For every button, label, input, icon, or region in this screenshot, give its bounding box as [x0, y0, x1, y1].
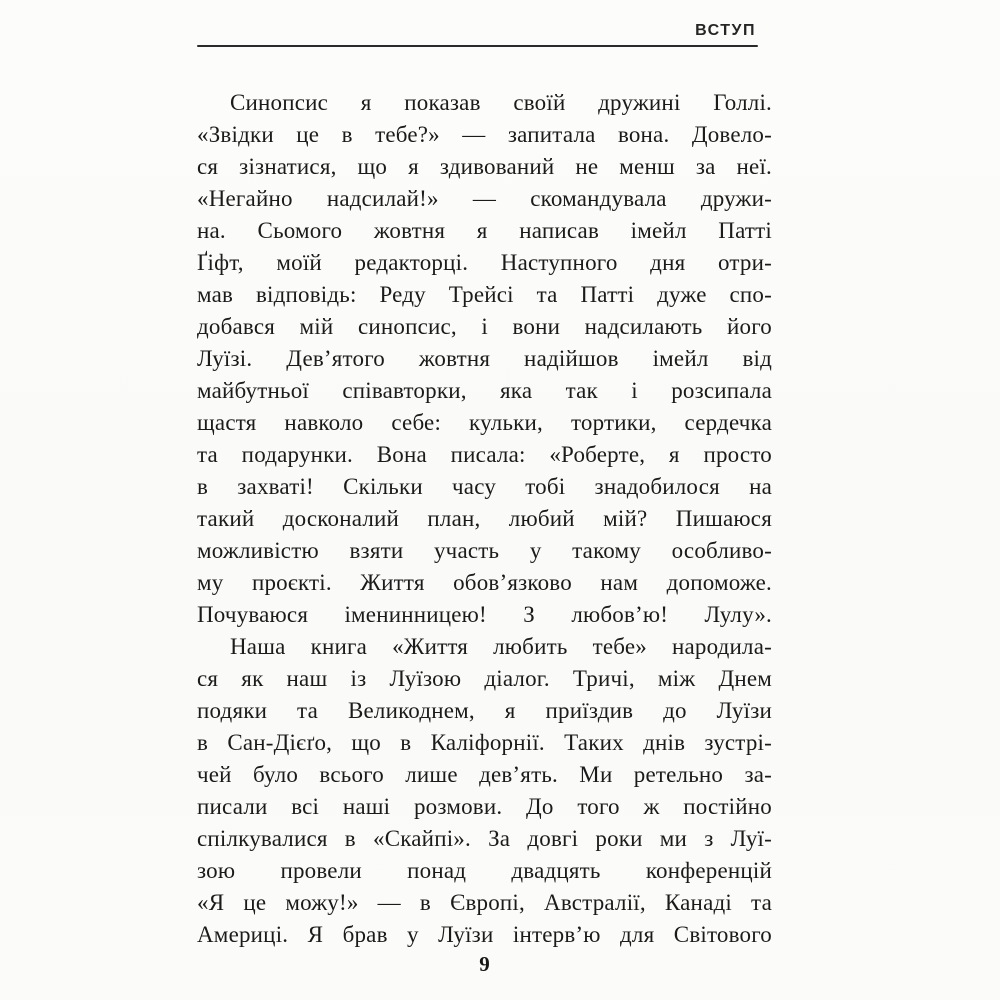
text-line: мав відповідь: Реду Трейсі та Патті дуже спо-: [197, 282, 772, 307]
text-line: Синопсис я показав своїй дружині Голлі.: [230, 90, 772, 115]
text-line: «Негайно надсилай!» — скомандувала дружи-: [197, 186, 772, 211]
page-footer: [197, 952, 772, 977]
page-header: [197, 22, 758, 47]
text-line: можливістю взяти участь у такому особливо-: [197, 538, 772, 563]
text-line: в Сан-Дієґо, що в Каліфорнії. Таких днів зустрі-: [197, 730, 772, 755]
text-line: в захваті! Скільки часу тобі знадобилося на: [197, 474, 772, 499]
text-line: ся як наш із Луїзою діалог. Тричі, між Днем: [197, 666, 772, 691]
text-line: Америці. Я брав у Луїзи інтерв’ю для Світового: [197, 922, 772, 947]
text-line: та подарунки. Вона писала: «Роберте, я просто: [197, 442, 772, 467]
body-text: [197, 87, 772, 951]
text-line: Почуваюся іменинницею! З любов’ю! Лулу».: [197, 602, 772, 627]
running-title: ВСТУП: [695, 22, 756, 39]
text-line: му проєкті. Життя обов’язково нам допоможе.: [197, 570, 772, 595]
text-line: «Звідки це в тебе?» — запитала вона. Довело-: [197, 122, 772, 147]
header-rule: [197, 45, 758, 47]
text-line: подяки та Великоднем, я приїздив до Луїзи: [197, 698, 772, 723]
text-line: спілкувалися в «Скайпі». За довгі роки ми з Луї-: [197, 826, 772, 851]
text-line: чей було всього лише дев’ять. Ми ретельно за-: [197, 762, 772, 787]
text-line: такий досконалий план, любий мій? Пишаюся: [197, 506, 772, 531]
text-line: на. Сьомого жовтня я написав імейл Патті: [197, 218, 772, 243]
text-line: Наша книга «Життя любить тебе» народила-: [230, 634, 772, 659]
text-line: ся зізнатися, що я здивований не менш за неї.: [197, 154, 772, 179]
text-line: добався мій синопсис, і вони надсилають його: [197, 314, 772, 339]
text-line: «Я це можу!» — в Європі, Австралії, Канаді та: [197, 890, 772, 915]
text-line: щастя навколо себе: кульки, тортики, сердечка: [197, 410, 772, 435]
page-number: 9: [479, 952, 490, 976]
text-line: Ґіфт, моїй редакторці. Наступного дня отри-: [197, 250, 772, 275]
text-line: писали всі наші розмови. До того ж постійно: [197, 794, 772, 819]
text-line: майбутньої співавторки, яка так і розсипала: [197, 378, 772, 403]
text-line: зою провели понад двадцять конференцій: [197, 858, 772, 883]
text-line: Луїзі. Дев’ятого жовтня надійшов імейл від: [197, 346, 772, 371]
